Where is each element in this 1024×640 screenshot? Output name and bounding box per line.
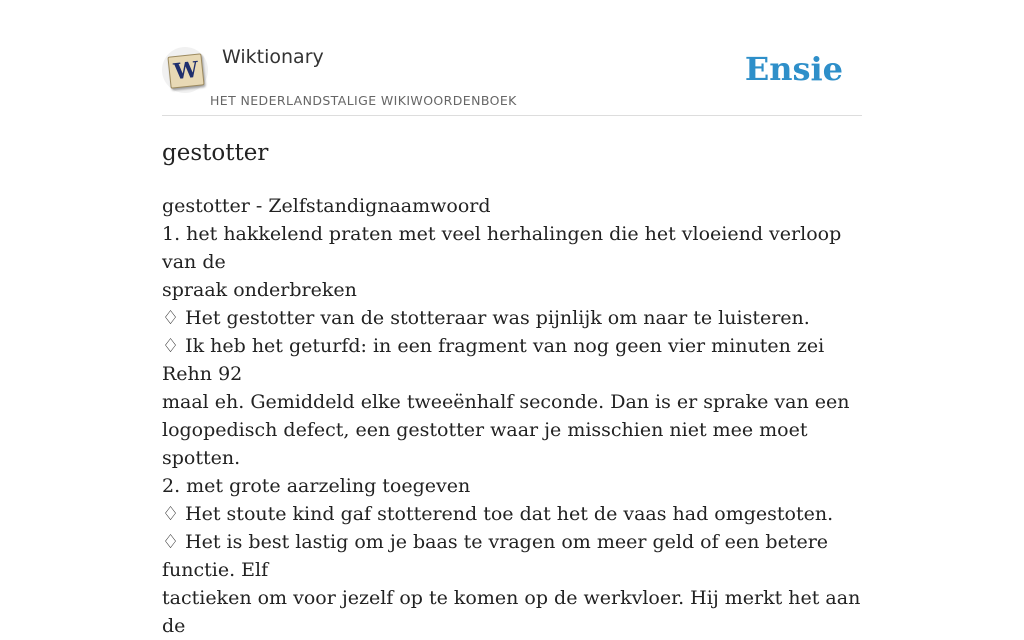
example-line: ♢ Het gestotter van de stotteraar was pijnlijk om naar te luisteren. bbox=[162, 307, 810, 329]
site-name[interactable]: Wiktionary bbox=[222, 46, 324, 68]
definition-line: 2. met grote aarzeling toegeven bbox=[162, 475, 471, 497]
entry-heading-line: gestotter - Zelfstandignaamwoord bbox=[162, 195, 491, 217]
definition-line: 1. het hakkelend praten met veel herhalingen die het vloeiend verloop van de bbox=[162, 223, 842, 273]
example-line: logopedisch defect, een gestotter waar je misschien niet mee moet spotten. bbox=[162, 419, 808, 469]
example-line: ♢ Het stoute kind gaf stotterend toe dat het de vaas had omgestoten. bbox=[162, 503, 834, 525]
ensie-brand-logo[interactable]: Ensie bbox=[744, 50, 843, 88]
example-line: ♢ Het is best lastig om je baas te vragen om meer geld of een betere functie. Elf bbox=[162, 531, 829, 581]
site-tagline: HET NEDERLANDSTALIGE WIKIWOORDENBOEK bbox=[210, 93, 517, 108]
page bbox=[162, 0, 862, 637]
header-divider bbox=[162, 115, 862, 116]
definition-line: spraak onderbreken bbox=[162, 279, 357, 301]
entry-title: gestotter bbox=[162, 140, 269, 166]
entry-definition bbox=[162, 192, 862, 640]
wiktionary-logo-icon: W bbox=[167, 53, 204, 88]
wiktionary-logo[interactable] bbox=[162, 47, 208, 93]
example-line: tactieken om voor jezelf op te komen op de werkvloer. Hij merkt het aan de bbox=[162, 587, 861, 637]
example-line: ♢ Ik heb het geturfd: in een fragment van nog geen vier minuten zei Rehn 92 bbox=[162, 335, 825, 385]
example-line: maal eh. Gemiddeld elke tweeënhalf seconde. Dan is er sprake van een bbox=[162, 391, 850, 413]
